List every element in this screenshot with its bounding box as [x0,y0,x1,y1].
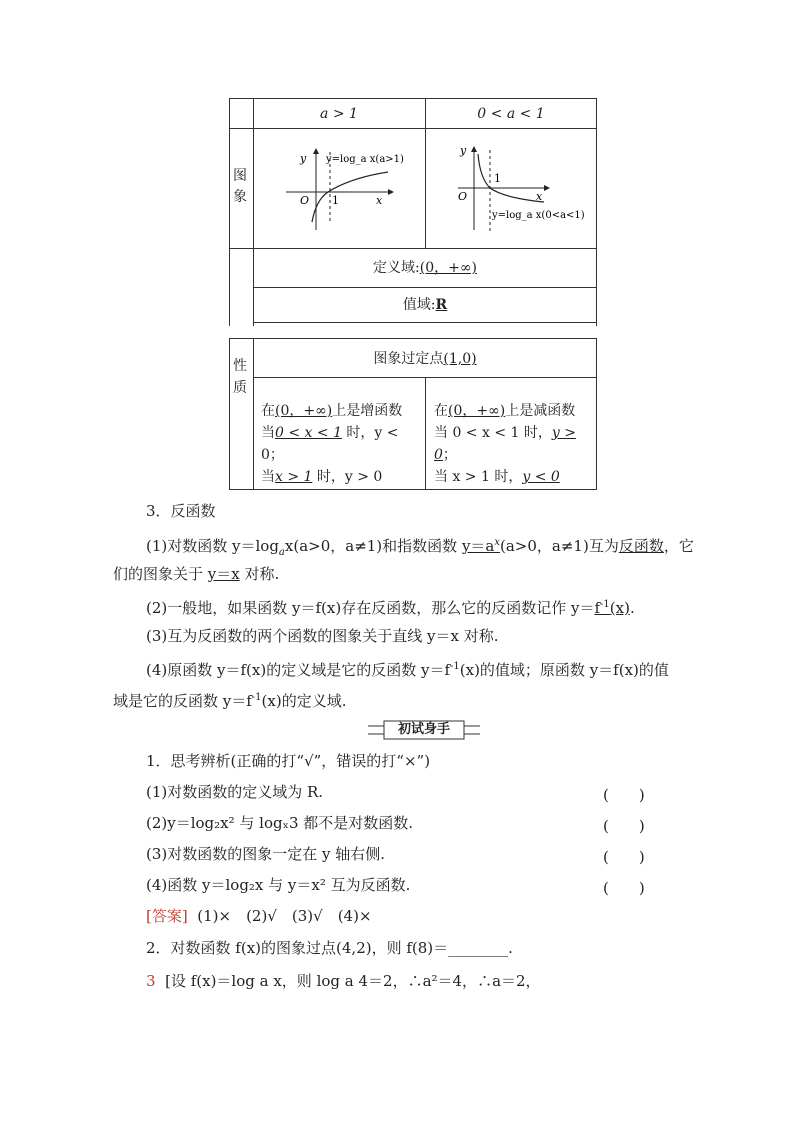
section-3-para-4-line-2: 域是它的反函数 $y=f^{-1}(x)$的定义域. [113,692,347,710]
increasing-properties: 在(0，+∞)上是增函数 当0 < x < 1 时，y < 0； 当x > 1 时，y > 0 [261,403,403,485]
domain-cell: 定义域:(0，+∞) [373,260,477,276]
row-label-image: 图象 [233,168,247,205]
exercise-2-answer-number: 3 [146,972,156,990]
section-3-para-2: (2)一般地，如果函数 y＝f(x)存在反函数，那么它的反函数记作 $y=f^{-1}(x)$. [146,599,635,617]
section-3-para-1-line-2: 们的图象关于 y＝x 对称. [113,565,280,583]
left-o-label: O [300,194,310,207]
left-curve-label: y=log_a x(a>1) [326,154,404,165]
exercise-1-title: 1．思考辨析(正确的打“√”，错误的打“×”) [146,752,431,770]
exercise-1-item-3: (3)对数函数的图象一定在 y 轴右侧. [146,845,386,863]
right-one-label: 1 [494,172,501,185]
right-y-label: y [460,144,467,157]
exercise-2-solution: 3 [设 f(x)＝log a x，则 log a 4＝2，∴a²＝4，∴a＝2， [146,972,541,990]
log-graph-a-gt-1 [280,142,404,232]
exercise-1-item-2: (2)y＝log₂x² 与 logₓ3 都不是对数函数. [146,814,414,832]
exercise-1-blank-1[interactable]: ( ) [603,786,645,804]
trial-badge: 初试身手 [368,720,480,740]
section-3-para-1-line-1: (1)对数函数 $y=\log_ax(a>0$，a≠1)和指数函数 $y=a^x(a>0$，a≠1)互为反函数，它 [146,537,694,558]
right-curve-label: y=log_a x(0<a<1) [492,210,585,221]
exercise-2-question: 2．对数函数 f(x)的图象过点(4,2)，则 f(8)＝________. [146,939,513,957]
header-a-gt-1: a > 1 [320,106,358,122]
left-y-label: y [300,152,307,165]
fixed-point-cell: 图象过定点(1,0) [373,351,477,367]
exercise-1-blank-3[interactable]: ( ) [603,848,645,866]
exercise-1-item-4: (4)函数 y＝log₂x 与 y＝x² 互为反函数. [146,876,411,894]
log-graph-a-lt-1 [452,140,585,235]
answer-tag: [答案] [146,907,188,925]
row-label-properties: 性质 [233,358,247,396]
right-x-label: x [536,190,543,203]
right-o-label: O [458,190,468,203]
exercise-1-item-1: (1)对数函数的定义域为 R. [146,783,324,801]
range-cell: 值域:R [402,297,448,313]
exercise-1-blank-4[interactable]: ( ) [603,879,645,897]
decreasing-properties: 在(0，+∞)上是减函数 当 0 < x < 1 时，y > 0； 当 x > 1 时，y < 0 [434,403,576,485]
section-3-para-4-line-1: (4)原函数 y＝f(x)的定义域是它的反函数 $y=f^{-1}(x)$的值域；原函数 y＝f(x)的值 [146,661,669,679]
section-3-heading: 3．反函数 [146,502,216,520]
exercise-1-answer: [答案] (1)× (2)√ (3)√ (4)× [146,907,372,925]
exercise-1-blank-2[interactable]: ( ) [603,817,645,835]
left-x-label: x [376,194,383,207]
left-one-label: 1 [332,194,339,207]
header-a-between-0-1: 0 < a < 1 [477,106,545,122]
section-3-para-3: (3)互为反函数的两个函数的图象关于直线 y＝x 对称. [146,627,499,645]
